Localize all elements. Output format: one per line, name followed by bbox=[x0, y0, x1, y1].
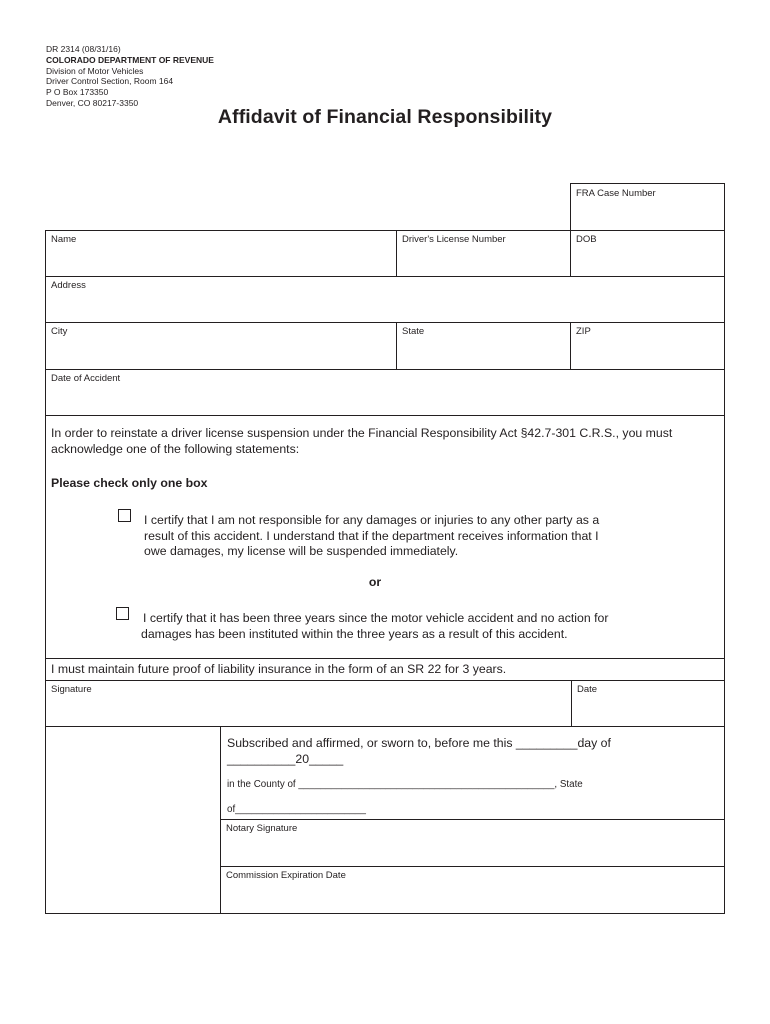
city-label: City bbox=[51, 326, 68, 337]
date-of-accident-field[interactable] bbox=[46, 370, 724, 415]
commission-expiration-field[interactable] bbox=[221, 867, 724, 913]
dob-field[interactable] bbox=[571, 231, 724, 276]
name-field[interactable] bbox=[46, 231, 396, 276]
insurance-note: I must maintain future proof of liability insurance in the form of an SR 22 for 3 years. bbox=[51, 662, 507, 676]
date-label: Date bbox=[577, 684, 598, 695]
address-label: Address bbox=[51, 280, 86, 291]
row-divider bbox=[45, 415, 725, 416]
commission-expiration-label: Commission Expiration Date bbox=[226, 870, 346, 881]
or-separator: or bbox=[368, 575, 382, 589]
check-one-instruction: Please check only one box bbox=[51, 476, 208, 490]
signature-field[interactable] bbox=[46, 681, 571, 726]
state-of-line: of________________________ bbox=[227, 804, 366, 815]
notary-signature-field[interactable] bbox=[221, 820, 724, 866]
name-label: Name bbox=[51, 234, 77, 245]
date-of-accident-label: Date of Accident bbox=[51, 373, 121, 384]
date-field[interactable] bbox=[572, 681, 724, 726]
notary-seal-area bbox=[46, 727, 220, 913]
signature-label: Signature bbox=[51, 684, 92, 695]
city-address: Denver, CO 80217-3350 bbox=[46, 97, 139, 108]
page-title: Affidavit of Financial Responsibility bbox=[217, 106, 553, 128]
intro-text-line1: In order to reinstate a driver license suspension under the Financial Responsibility Act §42.7-301 C.R.S., you must bbox=[51, 426, 673, 440]
option1-text-line3: owe damages, my license will be suspended immediately. bbox=[144, 544, 459, 558]
zip-field[interactable] bbox=[571, 323, 724, 369]
drivers-license-label: Driver's License Number bbox=[402, 234, 506, 245]
option1-checkbox[interactable] bbox=[118, 509, 131, 522]
option1-text-line2: result of this accident. I understand that if the department receives information that I bbox=[144, 529, 599, 543]
option1-text-line1: I certify that I am not responsible for any damages or injuries to any other party as a bbox=[144, 513, 600, 527]
subscribed-text-line2: __________20_____ bbox=[227, 752, 344, 766]
form-id: DR 2314 (08/31/16) bbox=[46, 44, 121, 54]
drivers-license-field[interactable] bbox=[397, 231, 570, 276]
section-name: Driver Control Section, Room 164 bbox=[46, 76, 174, 87]
subscribed-text-line1: Subscribed and affirmed, or sworn to, before me this _________day of bbox=[227, 736, 611, 750]
department-name: COLORADO DEPARTMENT OF REVENUE bbox=[46, 54, 214, 65]
division-name: Division of Motor Vehicles bbox=[46, 65, 144, 76]
city-field[interactable] bbox=[46, 323, 396, 369]
state-label: State bbox=[402, 326, 425, 337]
po-box: P O Box 173350 bbox=[46, 87, 109, 98]
county-line: in the County of _______________________________________________, State bbox=[227, 779, 583, 790]
row-divider bbox=[45, 658, 725, 659]
dob-label: DOB bbox=[576, 234, 597, 245]
fra-case-number-label: FRA Case Number bbox=[576, 188, 656, 199]
intro-text-line2: acknowledge one of the following statements: bbox=[51, 442, 300, 456]
zip-label: ZIP bbox=[576, 326, 591, 337]
state-field[interactable] bbox=[397, 323, 570, 369]
option2-checkbox[interactable] bbox=[116, 607, 129, 620]
option2-text-line2: damages has been instituted within the three years as a result of this accident. bbox=[141, 627, 568, 641]
address-field[interactable] bbox=[46, 277, 724, 322]
fra-case-number-field[interactable] bbox=[570, 183, 725, 231]
option2-text-line1: I certify that it has been three years since the motor vehicle accident and no action for bbox=[143, 611, 609, 625]
notary-signature-label: Notary Signature bbox=[226, 823, 298, 834]
agency-header bbox=[46, 44, 214, 109]
